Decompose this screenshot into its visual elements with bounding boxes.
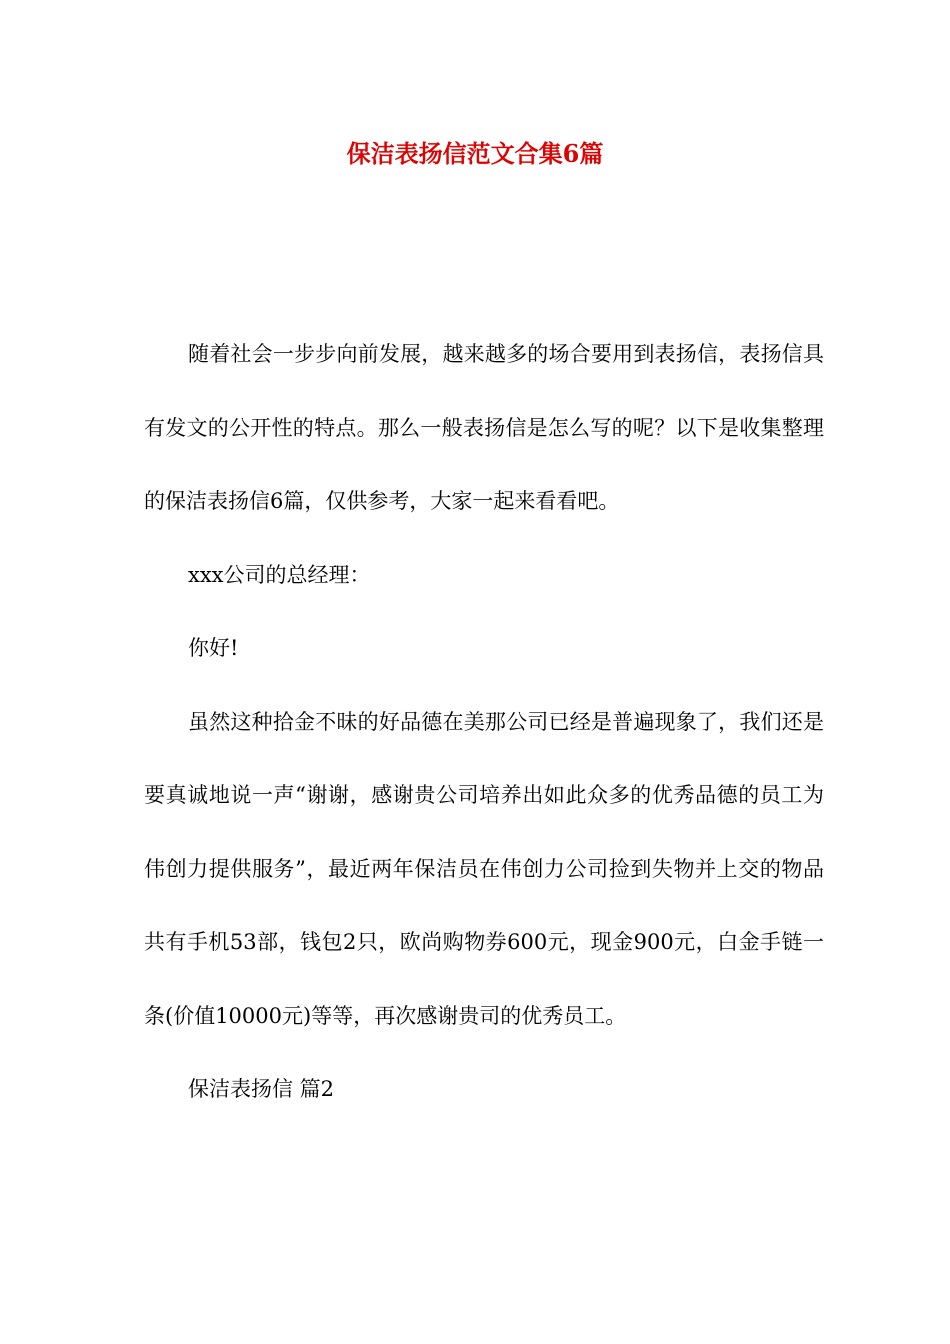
- section-heading: 保洁表扬信 篇2: [188, 1077, 335, 1101]
- letter-greeting: 你好!: [188, 636, 239, 660]
- letter-salutation: xxx公司的总经理：: [188, 562, 371, 587]
- document-body: [144, 318, 824, 1127]
- intro-paragraph: 随着社会一步步向前发展，越来越多的场合要用到表扬信，表扬信具有发文的公开性的特点。那么一般表扬信是怎么写的呢？以下是收集整理的保洁表扬信6篇，仅供参考，大家一起来看看吧。: [144, 342, 824, 513]
- page-title: 保洁表扬信范文合集6篇: [346, 139, 604, 168]
- letter-body-paragraph: 虽然这种拾金不昧的好品德在美那公司已经是普遍现象了，我们还是要真诚地说一声“谢谢，感谢贵公司培养出如此众多的优秀品德的员工为伟创力提供服务”，最近两年保洁员在伟创力公司捡到失物并上交的物品共有手机53部，钱包2只，欧尚购物券600元，现金900元，白金手链一条(价值10000元)等等，再次感谢贵司的优秀员工。: [144, 709, 824, 1028]
